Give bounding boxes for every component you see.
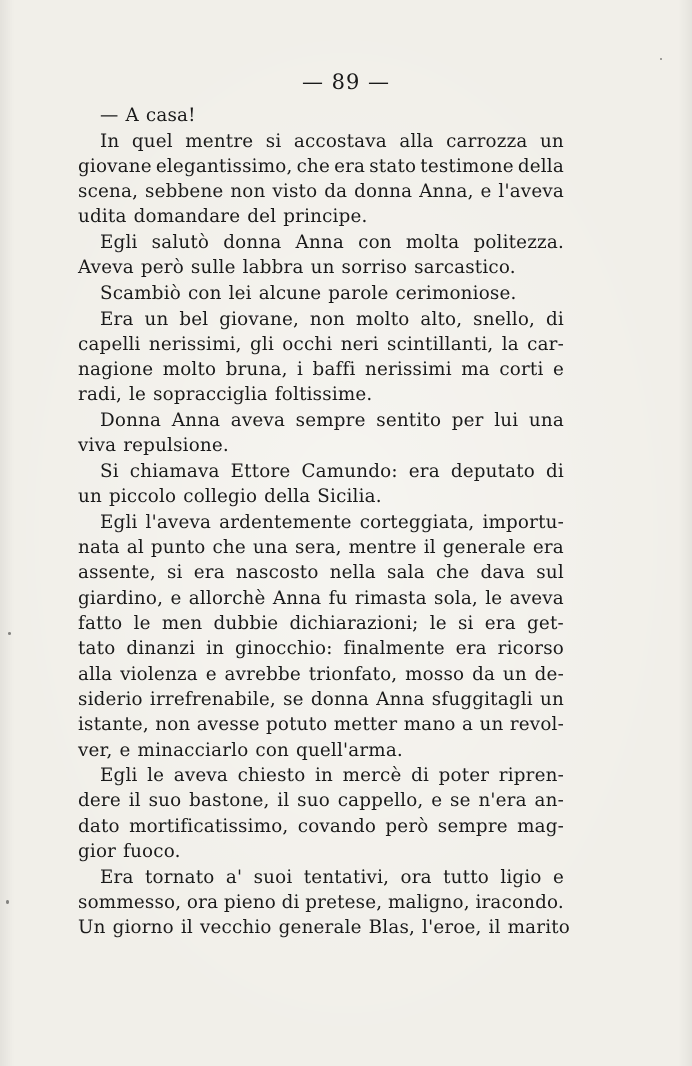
paper-speck xyxy=(8,632,11,635)
paper-speck xyxy=(6,900,9,904)
text-line: dere il suo bastone, il suo cappello, e se n'era an- xyxy=(78,790,564,812)
text-line: Era tornato a' suoi tentativi, ora tutto ligio e xyxy=(100,866,564,888)
text-line: giovane elegantissimo, che era stato testimone della xyxy=(78,155,564,177)
text-line: In quel mentre si accostava alla carrozza un xyxy=(100,130,564,152)
text-line: nagione molto bruna, i baffi nerissimi ma corti e xyxy=(78,359,564,381)
paragraph-4 xyxy=(78,281,564,306)
text-line: Donna Anna aveva sempre sentito per lui una xyxy=(100,410,564,432)
text-line: Egli l'aveva ardentemente corteggiata, importu- xyxy=(100,511,564,533)
text-line: istante, non avesse potuto metter mano a un revol- xyxy=(78,714,564,736)
text-line: gior fuoco. xyxy=(78,840,181,862)
text-line: dato mortificatissimo, covando però sempre mag- xyxy=(78,815,564,837)
text-line: siderio irrefrenabile, se donna Anna sfuggitagli un xyxy=(78,688,564,710)
text-line: Egli le aveva chiesto in mercè di poter ripren- xyxy=(100,765,564,787)
paragraph-8 xyxy=(78,510,564,763)
text-line: ver, e minacciarlo con quell'arma. xyxy=(78,739,403,761)
text-line: giardino, e allorchè Anna fu rimasta sola, le aveva xyxy=(78,587,564,609)
text-line: — A casa! xyxy=(100,105,196,126)
text-line: tato dinanzi in ginocchio: finalmente era ricorso xyxy=(78,638,564,660)
text-line: Era un bel giovane, non molto alto, snello, di xyxy=(100,308,564,330)
paragraph-10 xyxy=(78,865,571,941)
text-line: capelli nerissimi, gli occhi neri scintillanti, la car- xyxy=(78,333,564,355)
text-line: Aveva però sulle labbra un sorriso sarcastico. xyxy=(78,257,516,279)
paragraph-2 xyxy=(78,129,564,230)
text-line: alla violenza e avrebbe trionfato, mosso da un de- xyxy=(78,663,564,685)
text-line: udita domandare del principe. xyxy=(78,206,368,228)
text-line: Egli salutò donna Anna con molta politezza. xyxy=(100,232,564,254)
body-text xyxy=(78,103,571,940)
text-line: assente, si era nascosto nella sala che dava sul xyxy=(78,562,564,584)
text-line: Scambiò con lei alcune parole cerimoniose. xyxy=(100,282,517,304)
paragraph-6 xyxy=(78,408,564,459)
text-line: scena, sebbene non visto da donna Anna, e l'aveva xyxy=(78,181,564,203)
text-line: nata al punto che una sera, mentre il generale era xyxy=(78,537,564,559)
text-line: Si chiamava Ettore Camundo: era deputato di xyxy=(100,460,564,482)
paragraph-9 xyxy=(78,763,564,864)
paragraph-7 xyxy=(78,459,564,510)
page-number: — 89 — xyxy=(301,70,391,94)
text-line: radi, le sopracciglia foltissime. xyxy=(78,384,373,406)
text-line: fatto le men dubbie dichiarazioni; le si era get- xyxy=(78,613,564,635)
text-line: viva repulsione. xyxy=(78,435,229,457)
paper-speck xyxy=(660,58,662,60)
text-line: sommesso, ora pieno di pretese, maligno, iracondo. xyxy=(78,891,564,913)
text-line: un piccolo collegio della Sicilia. xyxy=(78,486,382,508)
paragraph-3 xyxy=(78,230,564,281)
text-line: Un giorno il vecchio generale Blas, l'eroe, il marito xyxy=(78,917,571,939)
paragraph-1 xyxy=(78,103,564,128)
paragraph-5 xyxy=(78,307,564,408)
